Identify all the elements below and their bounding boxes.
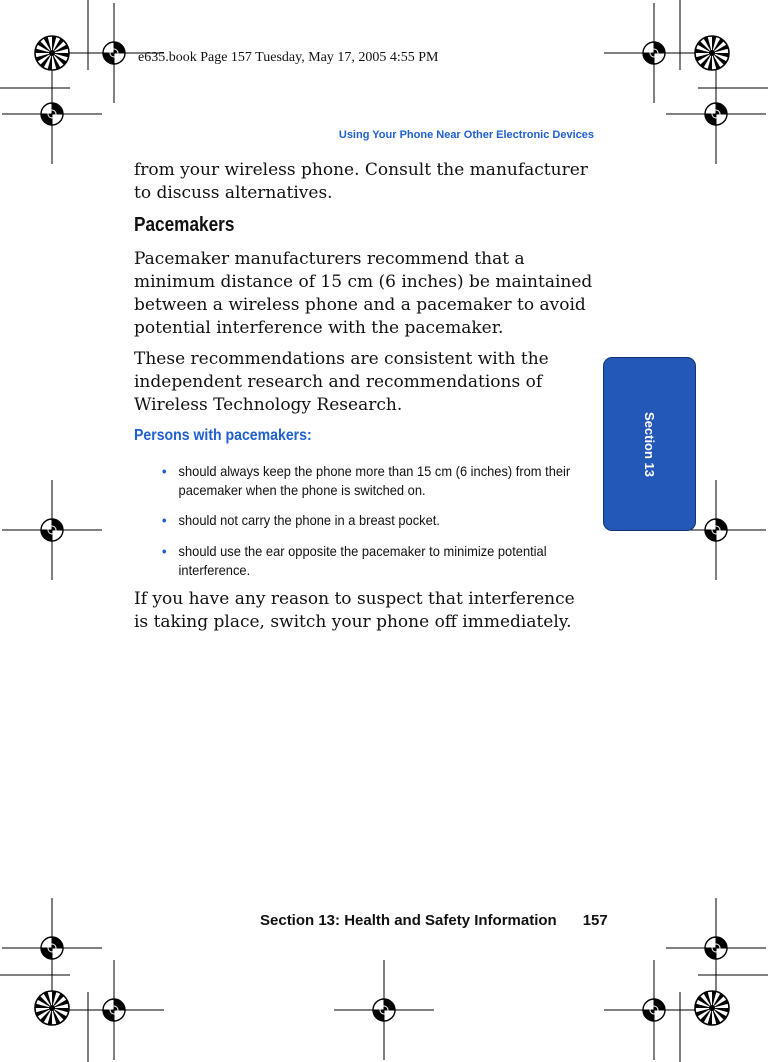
paragraph-closing: If you have any reason to suspect that interference is taking place, switch your phone off immediately. — [134, 589, 575, 632]
bullet-item — [162, 511, 574, 530]
pdf-header: e635.book Page 157 Tuesday, May 17, 2005 4:55 PM — [138, 50, 439, 65]
bullet-item — [162, 542, 574, 580]
bullet-icon: • — [162, 463, 167, 479]
paragraph-recommendation: Pacemaker manufacturers recommend that a minimum distance of 15 cm (6 inches) be maintained between a wireless phone and a pacemaker to avoid potential interference with the pacemaker. — [134, 249, 593, 338]
page-footer — [260, 912, 608, 929]
footer-section-title: Section 13: Health and Safety Information — [260, 912, 557, 929]
paragraph-research: These recommendations are consistent with the independent research and recommendations of Wireless Technology Research. — [134, 349, 549, 415]
section-tab-label: Section 13 — [642, 411, 657, 477]
section-tab-label-wrapper — [604, 358, 695, 530]
bullet-text: should not carry the phone in a breast pocket. — [178, 512, 440, 528]
bullet-text: should use the ear opposite the pacemaker to minimize potential interference. — [178, 543, 547, 578]
section-heading: Pacemakers — [134, 214, 235, 236]
paragraph-continued: from your wireless phone. Consult the manufacturer to discuss alternatives. — [134, 160, 588, 203]
subheading: Persons with pacemakers: — [134, 427, 312, 444]
running-head: Using Your Phone Near Other Electronic Devices — [338, 129, 594, 141]
bullet-icon: • — [162, 543, 167, 559]
bullet-item — [162, 462, 574, 500]
bullet-icon: • — [162, 512, 167, 528]
page-number: 157 — [582, 912, 608, 929]
bullet-text: should always keep the phone more than 15 cm (6 inches) from their pacemaker when the phone is switched on. — [178, 463, 571, 498]
